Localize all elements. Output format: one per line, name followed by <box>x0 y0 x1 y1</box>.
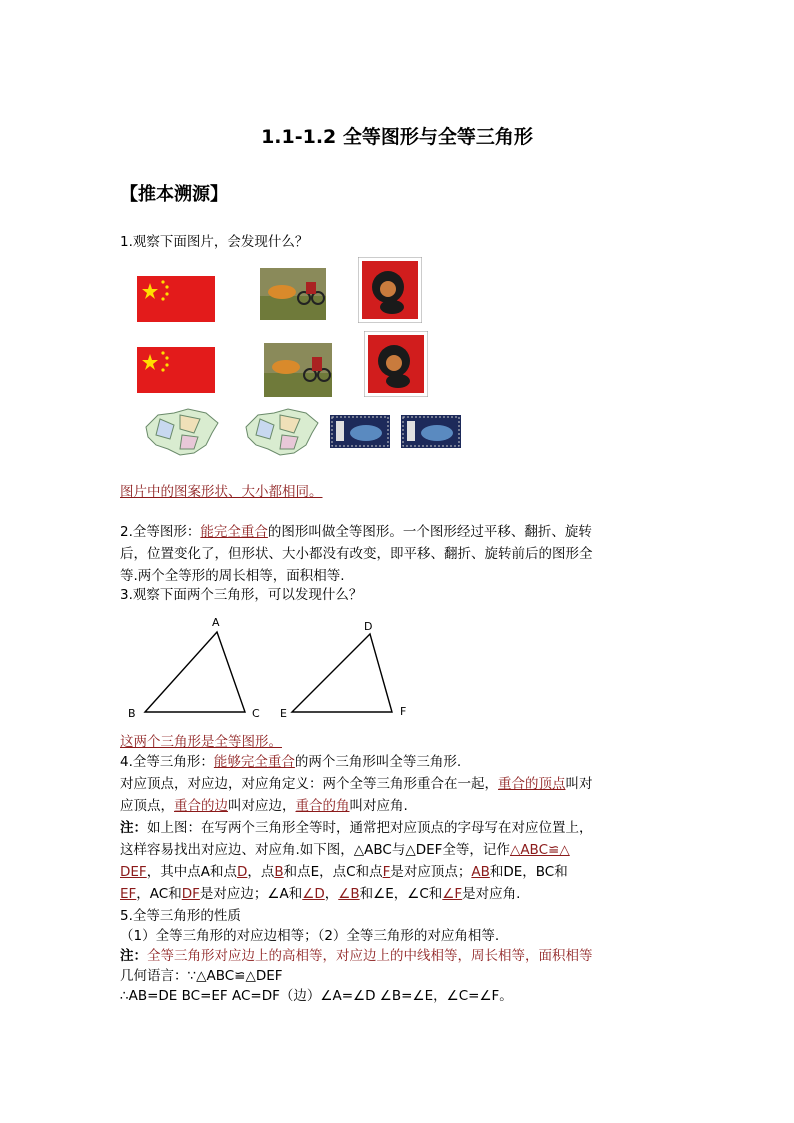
label-b: B <box>128 707 136 720</box>
note-key: D <box>236 864 248 880</box>
note-text: 是对应顶点； <box>390 864 472 880</box>
prop5-line1: （1）全等三角形的对应边相等；（2）全等三角形的对应角相等. <box>120 928 500 944</box>
question-1: 1.观察下面图片，会发现什么？ <box>120 234 309 250</box>
note-key: ∠D <box>302 886 325 902</box>
note-key: B <box>274 864 284 880</box>
note-label: 注： <box>120 820 147 836</box>
flag-image <box>137 347 215 393</box>
def4-lead: 4.全等三角形： <box>120 754 214 770</box>
tiger-stamp-image <box>330 415 390 448</box>
definition-2-line3: 等.两个全等形的周长相等，面积相等. <box>120 568 345 584</box>
note-text: ，AC和 <box>136 886 182 902</box>
note-key: DEF <box>120 864 147 880</box>
note-text: 和DE，BC和 <box>489 864 568 880</box>
triangles-figure <box>120 612 420 722</box>
corr-text: 叫对 <box>565 776 593 792</box>
note-line2 <box>120 840 570 860</box>
corr-key-vertex: 重合的顶点 <box>498 776 566 792</box>
corr-line1 <box>120 774 593 794</box>
label-e: E <box>280 707 287 720</box>
corr-line2 <box>120 796 408 816</box>
def2-rest: 的图形叫做全等图形。一个图形经过平移、翻折、旋转 <box>267 524 592 540</box>
triangle-def <box>292 634 392 712</box>
section-heading: 【推本溯源】 <box>120 184 228 205</box>
conclusion: ∴AB=DE BC=EF AC=DF（边）∠A=∠D ∠B=∠E，∠C=∠F。 <box>120 988 513 1004</box>
monkey-stamp-image <box>364 331 428 397</box>
note-line4 <box>120 884 520 904</box>
answer-1: 图片中的图案形状、大小都相同。 <box>120 484 323 500</box>
note-text: 如上图：在写两个三角形全等时，通常把对应顶点的字母写在对应位置上， <box>147 820 593 836</box>
china-map-image <box>140 405 222 459</box>
note-text: ， <box>324 886 339 902</box>
prop5-note-text: 全等三角形对应边上的高相等，对应边上的中线相等，周长相等，面积相等 <box>147 948 593 964</box>
china-map-image <box>240 405 322 459</box>
corr-text: 叫对应边， <box>228 798 296 814</box>
page-title: 1.1-1.2 全等图形与全等三角形 <box>261 126 533 148</box>
monkey-stamp-image <box>358 257 422 323</box>
answer-3: 这两个三角形是全等图形。 <box>120 734 282 750</box>
label-a: A <box>212 616 220 629</box>
note-key: F <box>382 864 391 880</box>
note-label: 注： <box>120 948 147 964</box>
prop5-note <box>120 946 593 966</box>
label-d: D <box>364 620 373 633</box>
def2-key: 能完全重合 <box>200 524 268 540</box>
triangle-abc <box>145 632 245 712</box>
def2-lead: 2.全等图形： <box>120 524 201 540</box>
corr-key-angle: 重合的角 <box>295 798 350 814</box>
note-text: ，其中点A和点 <box>146 864 237 880</box>
note-text: 是对应边；∠A和 <box>199 886 303 902</box>
definition-2-line2: 后，位置变化了，但形状、大小都没有改变，即平移、翻折、旋转前后的图形全 <box>120 546 593 562</box>
tiger-motorcycle-image <box>260 268 326 320</box>
geometry-language: 几何语言：∵△ABC≌△DEF <box>120 968 283 984</box>
note-text: 和∠E，∠C和 <box>359 886 443 902</box>
note-text: 这样容易找出对应边、对应角.如下图，△ABC与△DEF全等，记作 <box>120 842 510 858</box>
note-key: △ABC≌△ <box>509 842 570 858</box>
def4-key: 能够完全重合 <box>213 754 295 770</box>
note-key: AB <box>471 864 490 880</box>
note-key: EF <box>120 886 137 902</box>
note-key: ∠B <box>338 886 360 902</box>
definition-2-line1 <box>120 522 592 542</box>
note-key: DF <box>181 886 200 902</box>
corr-text: 应顶点， <box>120 798 174 814</box>
note-key: ∠F <box>442 886 463 902</box>
label-f: F <box>400 705 407 718</box>
label-c: C <box>252 707 260 720</box>
definition-4 <box>120 752 461 772</box>
note-text: ，点 <box>247 864 275 880</box>
prop5-heading: 5.全等三角形的性质 <box>120 908 241 924</box>
def4-rest: 的两个三角形叫全等三角形. <box>294 754 462 770</box>
question-3: 3.观察下面两个三角形，可以发现什么？ <box>120 587 363 603</box>
corr-text: 对应顶点，对应边，对应角定义：两个全等三角形重合在一起， <box>120 776 498 792</box>
tiger-motorcycle-image <box>264 343 332 397</box>
flag-image <box>137 276 215 322</box>
note-text: 是对应角. <box>462 886 521 902</box>
note-text: 和点E，点C和点 <box>283 864 383 880</box>
note-line1 <box>120 818 593 838</box>
corr-text: 叫对应角. <box>349 798 408 814</box>
tiger-stamp-image <box>401 415 461 448</box>
corr-key-side: 重合的边 <box>174 798 228 814</box>
note-line3 <box>120 862 568 882</box>
